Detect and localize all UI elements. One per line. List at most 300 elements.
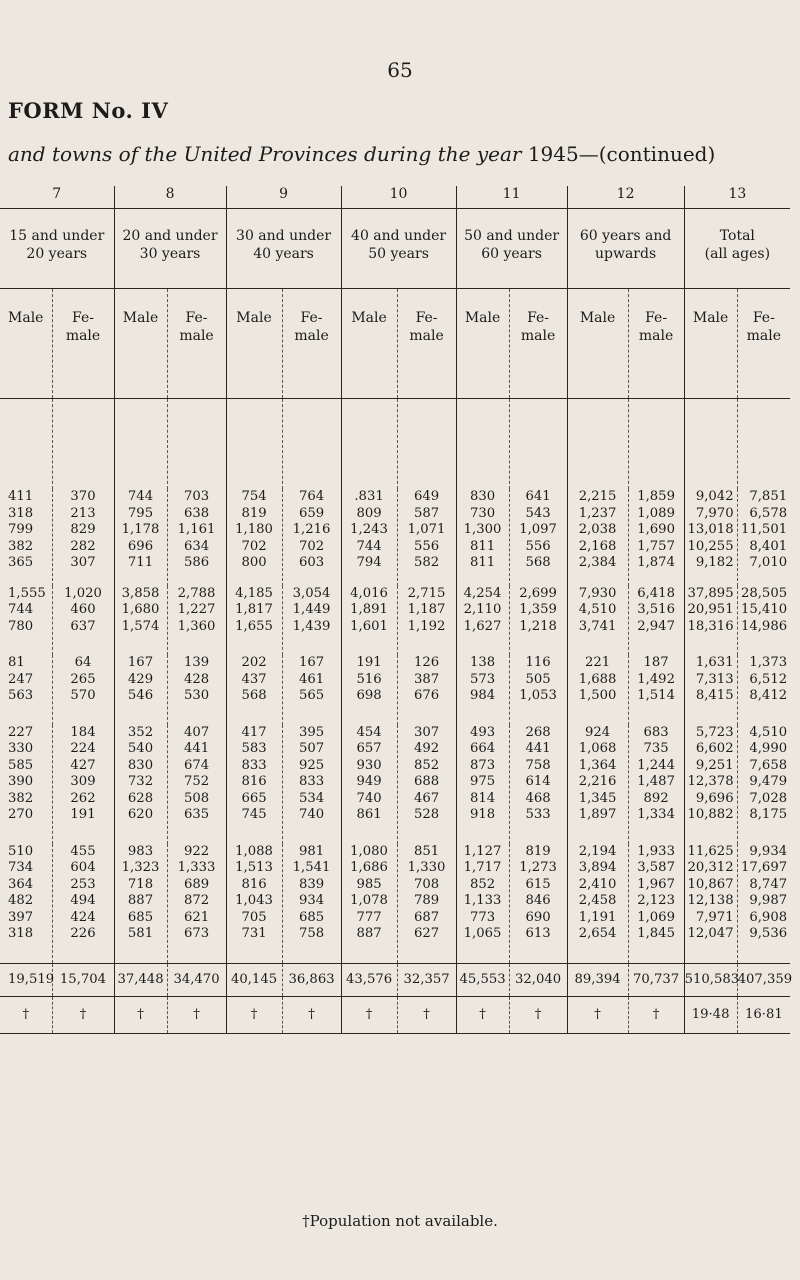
female-label-line-1: Fe- bbox=[645, 310, 668, 326]
data-value: 365 bbox=[8, 555, 34, 570]
data-value: 984 bbox=[469, 688, 496, 703]
page-subtitle bbox=[8, 142, 715, 166]
rate-value: † bbox=[397, 996, 456, 1033]
data-value: 1,053 bbox=[519, 688, 557, 703]
data-value: 226 bbox=[70, 926, 96, 941]
data-value: 873 bbox=[469, 757, 496, 773]
female-label-line-2: male bbox=[638, 328, 674, 344]
rate-value: † bbox=[226, 996, 282, 1033]
data-value: 3,894 bbox=[578, 860, 617, 875]
column-number: 10 bbox=[341, 186, 456, 209]
data-value: 454 bbox=[356, 724, 382, 740]
data-value: 800 bbox=[241, 555, 267, 570]
female-header bbox=[509, 289, 567, 399]
subtitle-year: 1945 bbox=[527, 142, 579, 166]
spacer-cell bbox=[567, 399, 628, 490]
data-value: 556 bbox=[413, 538, 440, 554]
data-value: 740 bbox=[356, 790, 382, 806]
data-column-cell bbox=[0, 844, 52, 964]
data-value: 1,020 bbox=[64, 585, 102, 601]
data-value: 1,178 bbox=[121, 522, 160, 537]
column-number: 12 bbox=[567, 186, 684, 209]
data-value: 11,501 bbox=[740, 522, 788, 537]
data-value: 1,555 bbox=[8, 585, 46, 601]
data-value: 7,313 bbox=[695, 671, 734, 687]
data-value: 1,127 bbox=[463, 843, 502, 859]
data-column-cell bbox=[567, 489, 628, 586]
data-value: 819 bbox=[241, 505, 267, 521]
data-value: 1,043 bbox=[235, 893, 273, 908]
data-value: 1,192 bbox=[407, 618, 446, 634]
data-value: 924 bbox=[584, 724, 611, 740]
data-value: 2,215 bbox=[578, 489, 617, 504]
data-value: 687 bbox=[413, 909, 440, 925]
male-label: Male bbox=[579, 310, 616, 326]
data-value: 811 bbox=[469, 538, 496, 554]
total-value: 89,394 bbox=[567, 963, 628, 996]
data-value: 615 bbox=[525, 876, 551, 892]
data-value: 674 bbox=[183, 757, 210, 773]
data-column-cell bbox=[509, 489, 567, 586]
data-value: 507 bbox=[298, 741, 325, 756]
data-value: 846 bbox=[525, 893, 551, 908]
data-value: 581 bbox=[127, 926, 154, 941]
data-value: 81 bbox=[8, 655, 25, 670]
data-value: 975 bbox=[469, 774, 496, 789]
data-value: 126 bbox=[413, 655, 440, 670]
data-value: 930 bbox=[356, 757, 382, 773]
data-value: 839 bbox=[298, 876, 325, 892]
totals-row bbox=[0, 963, 790, 996]
data-value: 307 bbox=[70, 555, 96, 570]
spacer-cell bbox=[737, 399, 790, 490]
data-value: 268 bbox=[525, 724, 551, 740]
data-value: 1,300 bbox=[463, 522, 502, 537]
column-number: 8 bbox=[114, 186, 226, 209]
data-value: 665 bbox=[241, 790, 267, 806]
data-value: 1,345 bbox=[578, 790, 617, 806]
data-value: 309 bbox=[70, 774, 96, 789]
data-value: 752 bbox=[183, 774, 210, 789]
data-value: 441 bbox=[525, 741, 551, 756]
age-group-line: 30 years bbox=[139, 246, 201, 262]
data-value: 657 bbox=[356, 741, 382, 756]
data-value: 2,715 bbox=[407, 585, 446, 601]
data-value: 833 bbox=[298, 774, 325, 789]
data-value: 852 bbox=[469, 876, 496, 892]
male-header bbox=[0, 289, 52, 399]
age-group-line: 60 years and bbox=[579, 228, 672, 244]
data-value: 621 bbox=[183, 909, 210, 925]
data-column-cell bbox=[684, 844, 737, 964]
data-column-cell bbox=[628, 844, 684, 964]
data-value: 10,867 bbox=[687, 876, 734, 892]
data-value: 789 bbox=[413, 893, 440, 908]
data-value: 816 bbox=[241, 876, 267, 892]
subtitle-suffix: —(continued) bbox=[578, 142, 716, 166]
female-label-line-1: Fe- bbox=[72, 310, 94, 326]
data-column-cell bbox=[397, 725, 456, 844]
data-column-cell bbox=[509, 586, 567, 656]
total-value: 34,470 bbox=[167, 963, 226, 996]
data-value: 1,631 bbox=[695, 655, 734, 670]
female-header bbox=[52, 289, 114, 399]
male-header bbox=[567, 289, 628, 399]
data-value: 191 bbox=[356, 655, 382, 670]
data-value: 167 bbox=[127, 655, 154, 670]
age-group-header bbox=[456, 209, 567, 289]
column-number: 11 bbox=[456, 186, 567, 209]
data-value: 1,227 bbox=[177, 602, 216, 617]
data-value: 213 bbox=[70, 505, 96, 521]
column-number: 7 bbox=[0, 186, 114, 209]
data-value: 1,967 bbox=[637, 876, 675, 892]
data-value: 563 bbox=[8, 688, 34, 703]
data-value: 1,237 bbox=[578, 505, 617, 521]
data-value: 676 bbox=[413, 688, 440, 703]
data-value: 637 bbox=[70, 618, 96, 634]
data-value: 4,254 bbox=[463, 585, 502, 601]
data-value: 829 bbox=[70, 522, 96, 537]
data-value: 460 bbox=[70, 602, 96, 617]
data-value: 708 bbox=[413, 876, 440, 892]
rate-value: † bbox=[167, 996, 226, 1033]
data-value: 2,123 bbox=[637, 893, 675, 908]
data-value: 735 bbox=[643, 741, 669, 756]
data-value: 7,010 bbox=[749, 555, 788, 570]
subtitle-prefix: and towns of the United Provinces during the year bbox=[8, 142, 522, 166]
data-value: 3,587 bbox=[637, 860, 675, 875]
data-column-cell bbox=[282, 489, 341, 586]
data-value: 1,080 bbox=[350, 843, 388, 859]
data-value: 530 bbox=[183, 688, 210, 703]
data-column-cell bbox=[509, 844, 567, 964]
data-column-cell bbox=[628, 586, 684, 656]
data-column-cell bbox=[114, 586, 167, 656]
data-value: 8,401 bbox=[749, 538, 788, 554]
data-value: 540 bbox=[127, 741, 154, 756]
data-value: 187 bbox=[643, 655, 669, 670]
data-value: 1,874 bbox=[637, 555, 675, 570]
data-value: 6,418 bbox=[637, 585, 675, 601]
data-value: 925 bbox=[298, 757, 325, 773]
data-value: 270 bbox=[8, 807, 34, 822]
data-column-cell bbox=[282, 725, 341, 844]
male-header bbox=[456, 289, 509, 399]
data-column-cell bbox=[167, 489, 226, 586]
data-value: 4,510 bbox=[578, 602, 617, 617]
data-column-cell bbox=[397, 489, 456, 586]
data-value: 1,089 bbox=[637, 505, 675, 521]
data-value: 702 bbox=[241, 538, 267, 554]
data-value: 705 bbox=[241, 909, 267, 925]
data-column-cell bbox=[456, 725, 509, 844]
data-value: 20,951 bbox=[687, 602, 734, 617]
data-value: 1,243 bbox=[350, 522, 388, 537]
total-value: 36,863 bbox=[282, 963, 341, 996]
male-header bbox=[226, 289, 282, 399]
data-value: 702 bbox=[298, 538, 325, 554]
age-group-header bbox=[114, 209, 226, 289]
data-value: 395 bbox=[298, 724, 325, 740]
data-column-cell bbox=[167, 586, 226, 656]
data-value: 411 bbox=[8, 489, 34, 504]
data-value: 730 bbox=[469, 505, 496, 521]
data-value: 467 bbox=[413, 790, 440, 806]
age-group-line: 50 and under bbox=[464, 228, 560, 244]
data-value: 685 bbox=[127, 909, 154, 925]
data-value: 461 bbox=[298, 671, 325, 687]
data-value: 1,273 bbox=[519, 860, 557, 875]
data-value: 983 bbox=[127, 843, 154, 859]
data-value: 12,378 bbox=[687, 774, 734, 789]
data-value: 649 bbox=[413, 489, 440, 504]
data-value: 528 bbox=[413, 807, 440, 822]
male-label: Male bbox=[236, 310, 272, 326]
data-value: 1,933 bbox=[637, 843, 675, 859]
female-label-line-1: Fe- bbox=[527, 310, 550, 326]
spacer-cell bbox=[628, 399, 684, 490]
data-column-cell bbox=[0, 725, 52, 844]
data-value: 370 bbox=[70, 489, 96, 504]
data-value: 934 bbox=[298, 893, 325, 908]
data-column-cell bbox=[628, 655, 684, 725]
data-value: 2,216 bbox=[578, 774, 617, 789]
total-value: 15,704 bbox=[52, 963, 114, 996]
data-value: 15,410 bbox=[740, 602, 788, 617]
data-value: 482 bbox=[8, 893, 34, 908]
data-value: 780 bbox=[8, 618, 34, 634]
data-column-cell bbox=[282, 655, 341, 725]
data-value: 318 bbox=[8, 505, 34, 521]
data-value: 764 bbox=[298, 489, 325, 504]
data-value: 777 bbox=[356, 909, 382, 925]
data-column-cell bbox=[509, 725, 567, 844]
age-group-line: 20 and under bbox=[122, 228, 218, 244]
data-value: 628 bbox=[127, 790, 154, 806]
data-value: 949 bbox=[356, 774, 382, 789]
data-value: 981 bbox=[298, 843, 325, 859]
data-value: 833 bbox=[241, 757, 267, 773]
data-value: 3,516 bbox=[637, 602, 675, 617]
data-group bbox=[0, 655, 790, 725]
total-value: 45,553 bbox=[456, 963, 509, 996]
data-value: 2,168 bbox=[578, 538, 617, 554]
data-value: 641 bbox=[525, 489, 551, 504]
female-label-line-2: male bbox=[294, 328, 329, 344]
data-value: 7,970 bbox=[695, 505, 734, 521]
data-value: 167 bbox=[298, 655, 325, 670]
data-value: 568 bbox=[525, 555, 551, 570]
data-value: 9,479 bbox=[749, 774, 788, 789]
column-number: 9 bbox=[226, 186, 341, 209]
data-value: 505 bbox=[525, 671, 551, 687]
data-value: 184 bbox=[70, 724, 96, 740]
total-value: 40,145 bbox=[226, 963, 282, 996]
age-group-line: 60 years bbox=[481, 246, 542, 262]
data-value: 744 bbox=[127, 489, 154, 504]
female-label-line-1: Fe- bbox=[415, 310, 438, 326]
data-column-cell bbox=[567, 655, 628, 725]
data-column-cell bbox=[737, 586, 790, 656]
data-value: 20,312 bbox=[687, 860, 734, 875]
data-column-cell bbox=[0, 489, 52, 586]
data-column-cell bbox=[341, 725, 397, 844]
female-header bbox=[282, 289, 341, 399]
data-value: 627 bbox=[413, 926, 440, 941]
data-value: 1,360 bbox=[177, 618, 216, 634]
data-column-cell bbox=[0, 586, 52, 656]
data-value: 1,439 bbox=[292, 618, 331, 634]
data-value: 1,244 bbox=[637, 757, 675, 773]
rate-value: † bbox=[341, 996, 397, 1033]
data-value: 8,175 bbox=[749, 807, 788, 822]
data-column-cell bbox=[456, 489, 509, 586]
data-value: .831 bbox=[354, 489, 384, 504]
data-value: 1,627 bbox=[463, 618, 502, 634]
male-label: Male bbox=[122, 310, 159, 326]
data-value: 7,971 bbox=[695, 909, 734, 925]
data-value: 1,845 bbox=[637, 926, 675, 941]
age-group-header bbox=[0, 209, 114, 289]
spacer-cell bbox=[167, 399, 226, 490]
data-column-cell bbox=[341, 586, 397, 656]
data-value: 892 bbox=[643, 790, 669, 806]
data-value: 441 bbox=[183, 741, 210, 756]
data-value: 1,161 bbox=[177, 522, 216, 537]
data-value: 664 bbox=[469, 741, 496, 756]
data-value: 830 bbox=[469, 489, 496, 504]
data-column-cell bbox=[226, 655, 282, 725]
data-value: 468 bbox=[525, 790, 551, 806]
data-column-cell bbox=[684, 489, 737, 586]
data-value: 1,686 bbox=[350, 860, 388, 875]
data-value: 1,690 bbox=[637, 522, 675, 537]
data-value: 7,851 bbox=[749, 489, 788, 504]
data-value: 202 bbox=[241, 655, 267, 670]
data-column-cell bbox=[341, 489, 397, 586]
data-column-cell bbox=[282, 844, 341, 964]
data-value: 731 bbox=[241, 926, 267, 941]
data-value: 604 bbox=[70, 860, 96, 875]
data-value: 17,697 bbox=[740, 860, 788, 875]
data-value: 534 bbox=[298, 790, 325, 806]
data-value: 568 bbox=[241, 688, 267, 703]
data-column-cell bbox=[567, 725, 628, 844]
data-value: 1,180 bbox=[235, 522, 273, 537]
data-value: 191 bbox=[70, 807, 96, 822]
data-value: 9,696 bbox=[695, 790, 734, 806]
data-value: 8,412 bbox=[749, 688, 788, 703]
data-value: 1,065 bbox=[463, 926, 502, 941]
data-column-cell bbox=[52, 844, 114, 964]
form-title: FORM No. IV bbox=[8, 98, 169, 123]
data-column-cell bbox=[0, 655, 52, 725]
female-label-line-1: Fe- bbox=[185, 310, 208, 326]
data-value: 424 bbox=[70, 909, 96, 925]
data-value: 2,038 bbox=[578, 522, 617, 537]
total-value: 70,737 bbox=[628, 963, 684, 996]
male-label: Male bbox=[692, 310, 729, 326]
data-column-cell bbox=[737, 725, 790, 844]
data-value: 1,492 bbox=[637, 671, 675, 687]
spacer-cell bbox=[341, 399, 397, 490]
total-value: 43,576 bbox=[341, 963, 397, 996]
data-value: 1,541 bbox=[292, 860, 331, 875]
data-value: 744 bbox=[356, 538, 382, 554]
data-value: 1,655 bbox=[235, 618, 273, 634]
data-value: 6,908 bbox=[749, 909, 788, 925]
data-value: 8,415 bbox=[695, 688, 734, 703]
data-value: 428 bbox=[183, 671, 210, 687]
female-label-line-2: male bbox=[746, 328, 782, 344]
male-label: Male bbox=[464, 310, 501, 326]
data-value: 11,625 bbox=[687, 843, 734, 859]
data-value: 659 bbox=[298, 505, 325, 521]
data-value: 1,359 bbox=[519, 602, 557, 617]
data-value: 795 bbox=[127, 505, 154, 521]
data-value: 4,016 bbox=[350, 585, 388, 601]
data-value: 4,510 bbox=[749, 724, 788, 740]
rate-value: 19·48 bbox=[684, 996, 737, 1033]
data-value: 985 bbox=[356, 876, 382, 892]
data-column-cell bbox=[341, 844, 397, 964]
data-value: 689 bbox=[183, 876, 210, 892]
data-group bbox=[0, 725, 790, 844]
data-value: 7,930 bbox=[578, 585, 617, 601]
data-value: 6,602 bbox=[695, 741, 734, 756]
data-value: 811 bbox=[469, 555, 496, 570]
spacer-cell bbox=[0, 399, 52, 490]
rate-value: † bbox=[628, 996, 684, 1033]
age-group-line: 40 and under bbox=[351, 228, 447, 244]
female-label-line-1: Fe- bbox=[752, 310, 775, 326]
data-value: 1,514 bbox=[637, 688, 675, 703]
data-column-cell bbox=[567, 586, 628, 656]
data-value: 382 bbox=[8, 790, 34, 806]
data-value: 690 bbox=[525, 909, 551, 925]
data-value: 819 bbox=[525, 843, 551, 859]
data-value: 1,218 bbox=[519, 618, 557, 634]
age-group-header bbox=[567, 209, 684, 289]
data-value: 1,068 bbox=[578, 741, 617, 756]
data-value: 1,191 bbox=[578, 909, 617, 925]
data-value: 1,334 bbox=[637, 807, 675, 822]
data-value: 685 bbox=[298, 909, 325, 925]
age-group-line: 40 years bbox=[253, 246, 314, 262]
table-body bbox=[0, 186, 793, 1033]
rate-value: † bbox=[282, 996, 341, 1033]
age-group-line: 15 and under bbox=[9, 228, 105, 244]
male-header bbox=[684, 289, 737, 399]
data-value: 437 bbox=[241, 671, 267, 687]
total-value: 37,448 bbox=[114, 963, 167, 996]
female-header bbox=[397, 289, 456, 399]
data-column-cell bbox=[226, 844, 282, 964]
total-value: 407,359 bbox=[737, 963, 790, 996]
spacer-cell bbox=[509, 399, 567, 490]
spacer-cell bbox=[226, 399, 282, 490]
data-value: 1,097 bbox=[519, 522, 557, 537]
data-value: 390 bbox=[8, 774, 34, 789]
female-header bbox=[737, 289, 790, 399]
female-header bbox=[628, 289, 684, 399]
data-value: 1,216 bbox=[292, 522, 331, 537]
data-value: 1,680 bbox=[121, 602, 160, 617]
spacer-cell bbox=[684, 399, 737, 490]
data-value: 809 bbox=[356, 505, 382, 521]
data-column-cell bbox=[567, 844, 628, 964]
